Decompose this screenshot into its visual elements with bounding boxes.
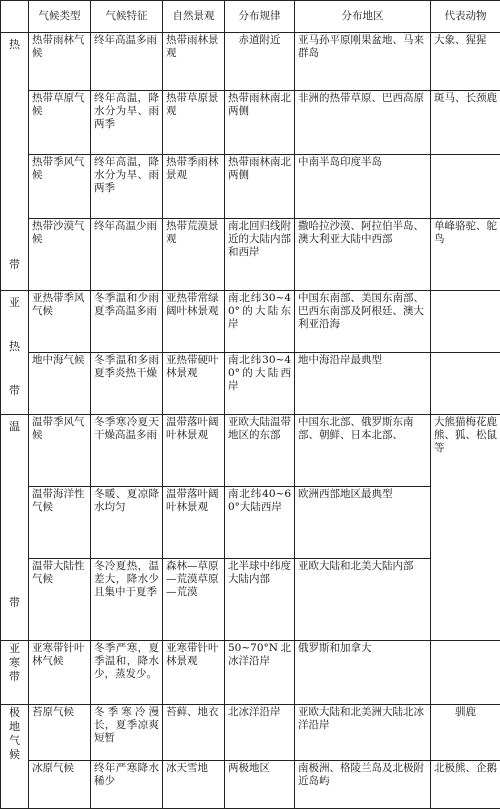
- climate-type: 苔原气候: [29, 705, 91, 761]
- distribution-region: 地中海沿岸最典型: [295, 353, 431, 415]
- distribution-region: 亚马孙平原刚果盆地、马来群岛: [295, 33, 431, 91]
- distribution-region: 亚欧大陆和北美大陆内部: [295, 559, 431, 641]
- climate-feature: 冬季寒冷夏天干燥高温多雨: [91, 415, 163, 487]
- distribution-pattern: 北半球中纬度大陆内部: [225, 559, 295, 641]
- distribution-pattern: 南北回归线附近的大陆内部和西岸: [225, 219, 295, 291]
- climate-type: 亚寒带针叶林气候: [29, 641, 91, 705]
- table-row: [1, 219, 500, 291]
- table-row: [1, 155, 500, 219]
- climate-type: 温带大陆性气候: [29, 559, 91, 641]
- distribution-region: 中国东北部、俄罗斯东南部、朝鲜、日本北部、: [295, 415, 431, 487]
- table-row: [1, 91, 500, 155]
- distribution-region: 非洲的热带草原、巴西高原: [295, 91, 431, 155]
- table-row: [1, 291, 500, 353]
- table-row: [1, 559, 500, 641]
- table-row: [1, 33, 500, 91]
- climate-feature: 冬季严寒，夏季温和，降水少，蒸发少。: [91, 641, 163, 705]
- representative-animal-temperate: 大熊猫梅花鹿熊、狐、松鼠等: [431, 415, 500, 641]
- header-climate-type: 气候类型: [29, 1, 91, 33]
- zone-subtropical: 亚 热 带: [1, 291, 29, 415]
- distribution-pattern: 热带雨林南北两侧: [225, 91, 295, 155]
- climate-feature: 冬暖、夏凉降水均匀: [91, 487, 163, 559]
- landscape: 热带雨林景观: [163, 33, 225, 91]
- climate-feature: 终年高温，降水分为旱、雨两季: [91, 155, 163, 219]
- distribution-region: 中南半岛印度半岛: [295, 155, 431, 219]
- landscape: 苔藓、地衣: [163, 705, 225, 761]
- header-distribution-pattern: 分布规律: [225, 1, 295, 33]
- distribution-region: 俄罗斯和加拿大: [295, 641, 431, 705]
- landscape: 热带季雨林景观: [163, 155, 225, 219]
- climate-type: 热带雨林气候: [29, 33, 91, 91]
- table-row: [1, 353, 500, 415]
- distribution-region: 撒哈拉沙漠、阿拉伯半岛、澳大利亚大陆中西部: [295, 219, 431, 291]
- landscape: 亚热带硬叶林景观: [163, 353, 225, 415]
- climate-type: 亚热带季风气候: [29, 291, 91, 353]
- representative-animal: 斑马、长颈鹿: [431, 91, 500, 155]
- climate-feature: 终年高温少雨: [91, 219, 163, 291]
- representative-animal: [431, 641, 500, 705]
- table-row: [1, 415, 500, 487]
- landscape: 冰天雪地: [163, 761, 225, 809]
- header-representative-animal: 代表动物: [431, 1, 500, 33]
- representative-animal: 大象、猩猩: [431, 33, 500, 91]
- representative-animal: [431, 155, 500, 219]
- header-landscape: 自然景观: [163, 1, 225, 33]
- distribution-region: 南极洲、格陵兰岛及北极附近岛屿: [295, 761, 431, 809]
- climate-type: 热带季风气候: [29, 155, 91, 219]
- climate-feature: 终年高温，降水分为旱、雨两季: [91, 91, 163, 155]
- distribution-region: 欧洲西部地区最典型: [295, 487, 431, 559]
- distribution-pattern: 北冰洋沿岸: [225, 705, 295, 761]
- climate-feature: 终年严寒降水稀少: [91, 761, 163, 809]
- distribution-pattern: 两极地区: [225, 761, 295, 809]
- climate-type: 地中海气候: [29, 353, 91, 415]
- distribution-pattern: 赤道附近: [225, 33, 295, 91]
- zone-subarctic: 亚 寒 带: [1, 641, 29, 705]
- representative-animal: 驯鹿: [431, 705, 500, 761]
- header-distribution-region: 分布地区: [295, 1, 431, 33]
- zone-polar: 极 地 气 候: [1, 705, 29, 809]
- header-row: [1, 1, 500, 33]
- representative-animal: 单峰骆驼、鸵鸟: [431, 219, 500, 291]
- landscape: 温带落叶阔叶林景观: [163, 487, 225, 559]
- distribution-region: 中国东南部、美国东南部、巴西东南部及阿根廷、澳大利亚沿海: [295, 291, 431, 353]
- climate-feature: 冬季温和多雨夏季炎热干燥: [91, 353, 163, 415]
- distribution-pattern: 南北纬40~60°大陆西岸: [225, 487, 295, 559]
- representative-animal: [431, 353, 500, 415]
- header-climate-feature: 气候特征: [91, 1, 163, 33]
- landscape: 森林—草原—荒漠草原—荒漠: [163, 559, 225, 641]
- climate-type: 热带沙漠气候: [29, 219, 91, 291]
- header-zone: [1, 1, 29, 33]
- table-row: [1, 641, 500, 705]
- climate-type: 温带季风气候: [29, 415, 91, 487]
- distribution-pattern: 热带雨林南北两侧: [225, 155, 295, 219]
- distribution-pattern: 南北纬30~40°的大陆东岸: [225, 291, 295, 353]
- climate-feature: 冬季温和少雨夏季高温多雨: [91, 291, 163, 353]
- landscape: 热带荒漠景观: [163, 219, 225, 291]
- distribution-pattern: 50~70°N北冰洋沿岸: [225, 641, 295, 705]
- climate-feature: 终年高温多雨: [91, 33, 163, 91]
- climate-feature: 冬冷夏热，温差大，降水少且集中于夏季: [91, 559, 163, 641]
- representative-animal: [431, 291, 500, 353]
- distribution-pattern: 亚欧大陆温带地区的东部: [225, 415, 295, 487]
- landscape: 温带落叶阔叶林景观: [163, 415, 225, 487]
- distribution-pattern: 南北纬30~40°的大陆西岸: [225, 353, 295, 415]
- landscape: 亚寒带针叶林景观: [163, 641, 225, 705]
- table-row: [1, 761, 500, 809]
- zone-tropical: 热 带: [1, 33, 29, 291]
- zone-temperate: 温 带: [1, 415, 29, 641]
- landscape: 亚热带常绿阔叶林景观: [163, 291, 225, 353]
- climate-type: 冰原气候: [29, 761, 91, 809]
- climate-type: 热带草原气候: [29, 91, 91, 155]
- climate-feature: 冬季寒冷漫长，夏季凉爽短暂: [91, 705, 163, 761]
- table-row: [1, 487, 500, 559]
- table-row: [1, 705, 500, 761]
- distribution-region: 亚欧大陆和北美洲大陆北冰洋沿岸: [295, 705, 431, 761]
- landscape: 热带草原景观: [163, 91, 225, 155]
- representative-animal: 北极熊、企鹅: [431, 761, 500, 809]
- climate-type: 温带海洋性气候: [29, 487, 91, 559]
